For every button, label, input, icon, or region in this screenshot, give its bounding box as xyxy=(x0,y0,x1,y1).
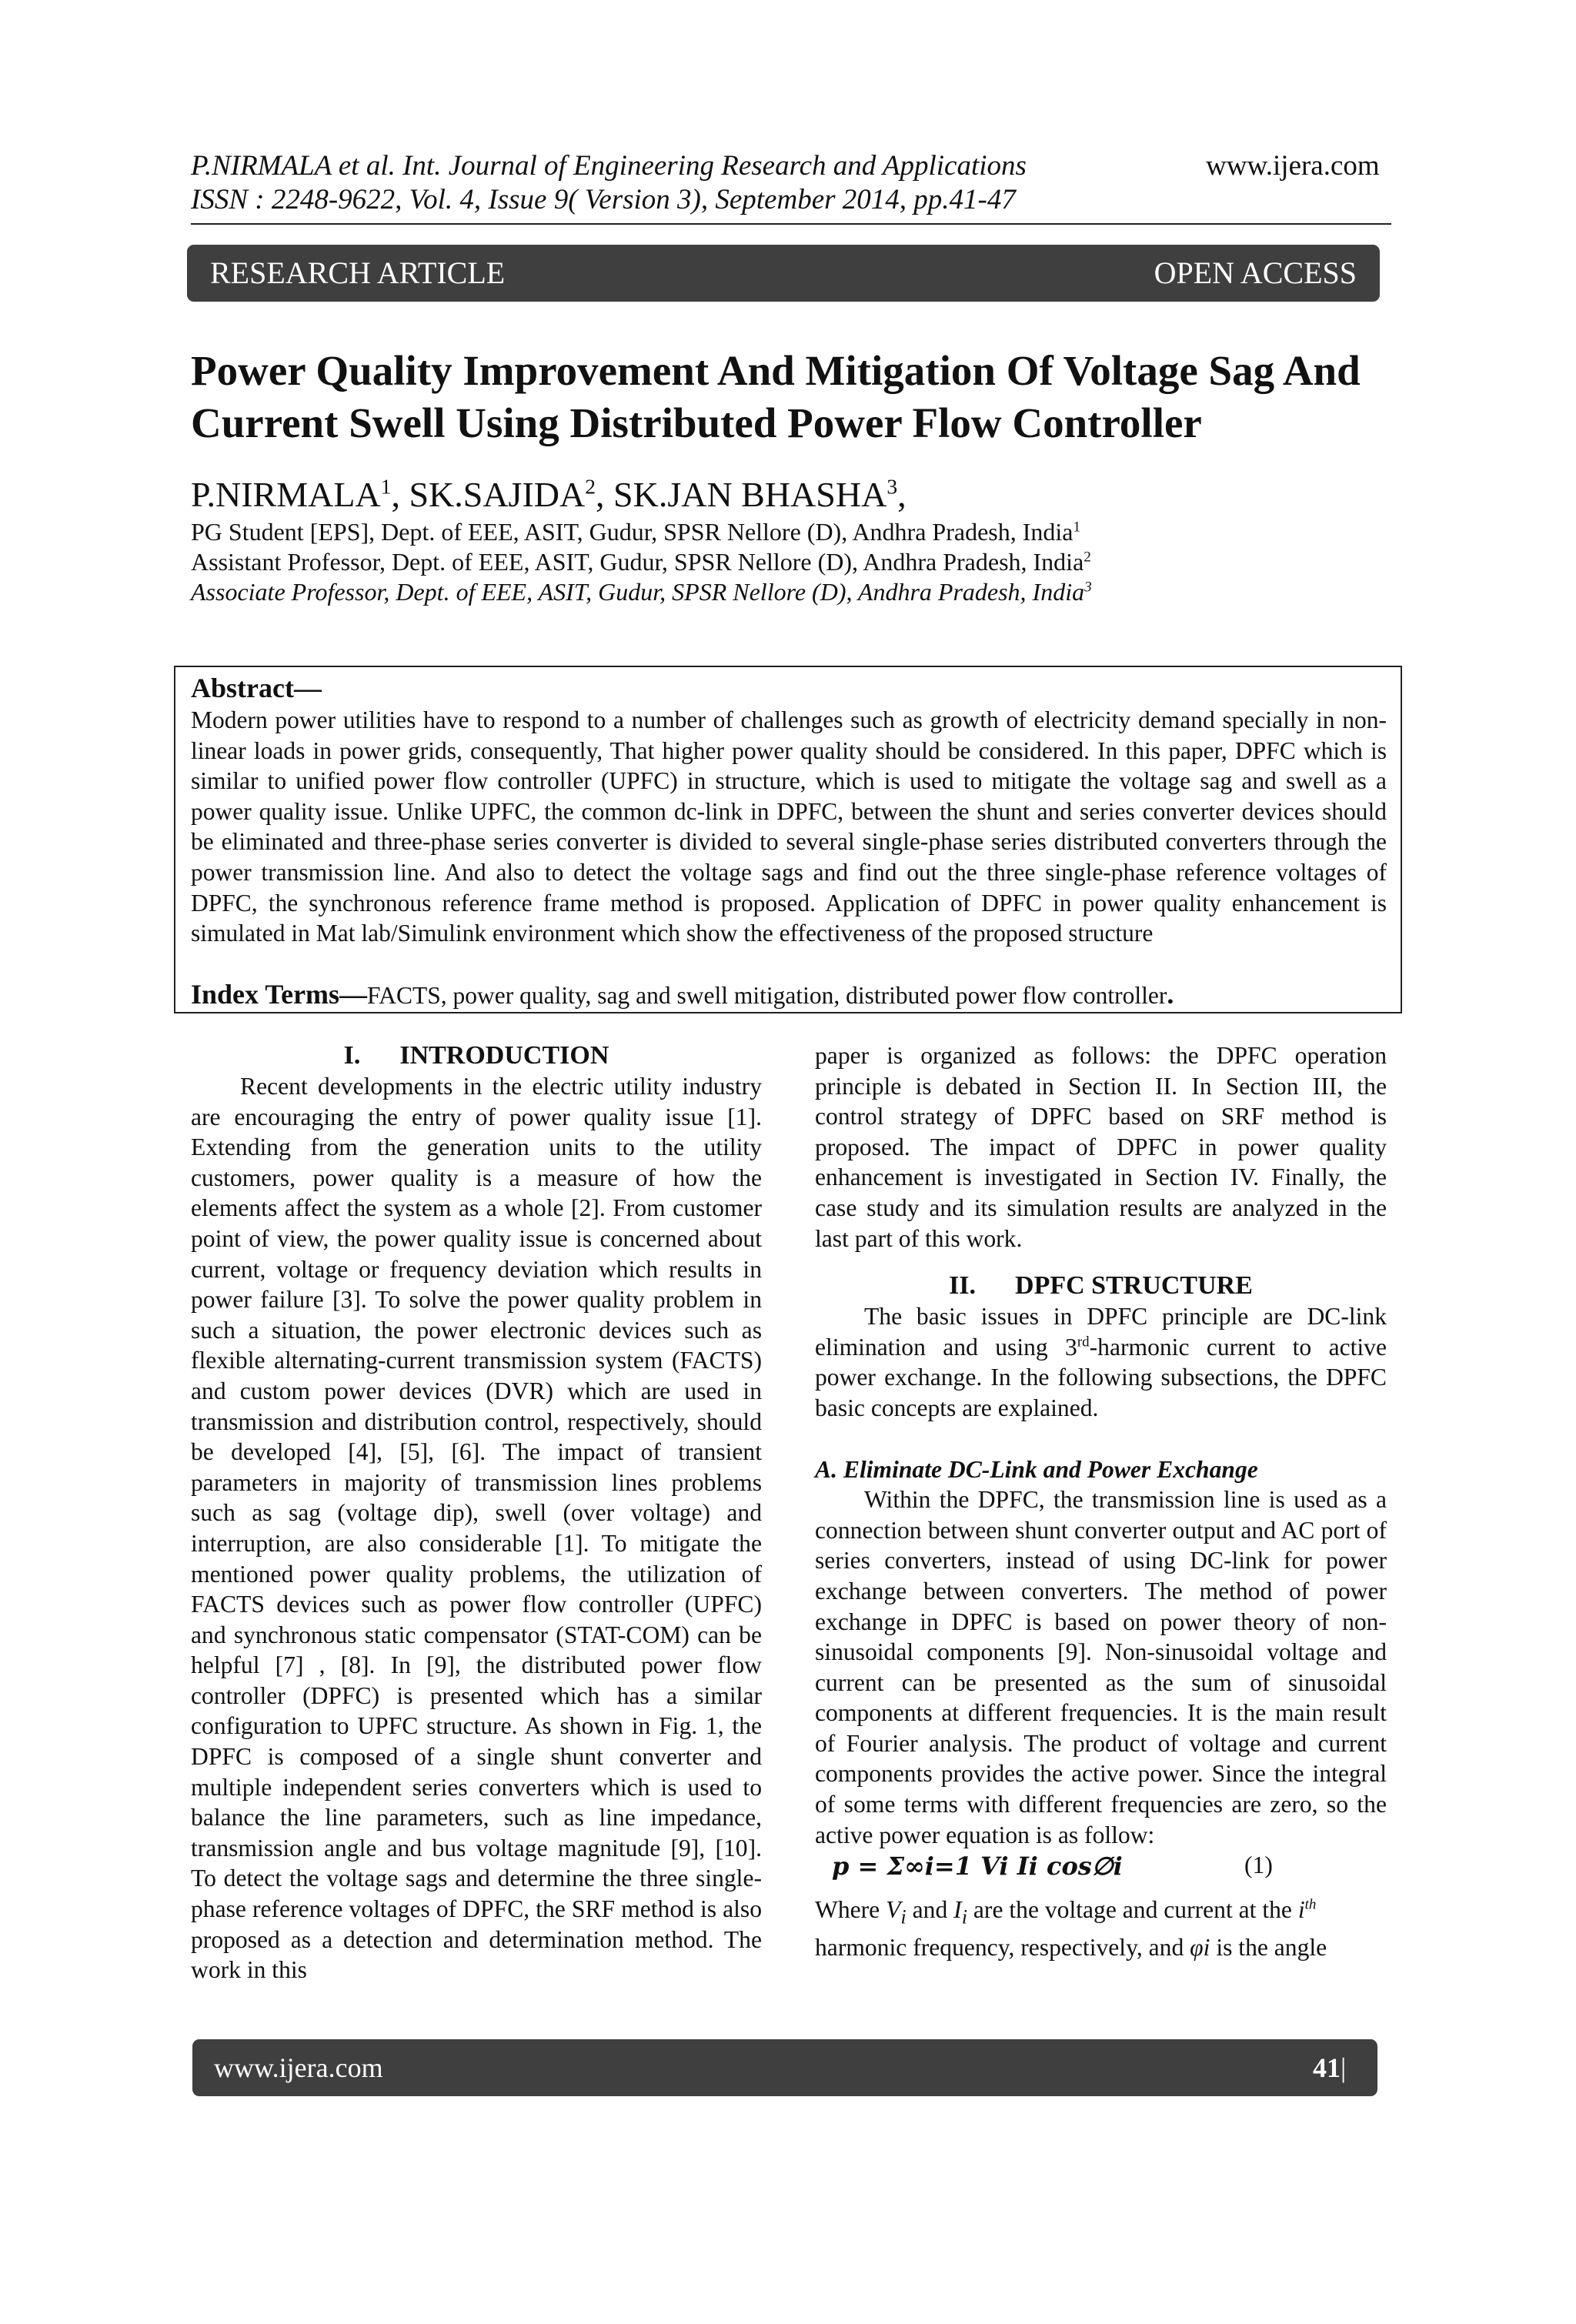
author-list-tail: , xyxy=(897,475,907,514)
running-header-journal: P.NIRMALA et al. Int. Journal of Engineering Research and Applications xyxy=(191,150,1027,182)
harmonic-paragraph xyxy=(815,1895,1387,1963)
right-column xyxy=(815,1040,1387,1963)
index-terms xyxy=(191,977,1174,1013)
paper-title-line1: Power Quality Improvement And Mitigation Of Voltage Sag And xyxy=(191,347,1361,394)
harmonic-text-c: are the voltage and current at the xyxy=(967,1896,1298,1924)
dpfc-basic-text-b: -harmonic current to active power exchange. In the following subsections, the DPFC basic concepts are explained. xyxy=(815,1333,1387,1421)
index-terms-label: Index Terms— xyxy=(191,979,368,1010)
dpfc-basic-paragraph xyxy=(815,1301,1387,1423)
paper-title-line2: Current Swell Using Distributed Power Flow Controller xyxy=(191,399,1202,446)
footer-page-number xyxy=(1313,2039,1355,2311)
author-3-sup: 3 xyxy=(886,474,898,499)
harmonic-text-d: harmonic frequency, respectively, and xyxy=(815,1934,1190,1962)
affiliation-3-sup: 3 xyxy=(1084,579,1092,596)
harmonic-text-a: Where xyxy=(815,1896,886,1924)
paper-title xyxy=(191,345,1422,449)
dpfc-basic-text-a: The basic issues in DPFC principle are DC-link elimination and using 3 xyxy=(815,1303,1387,1361)
power-exchange-paragraph: Within the DPFC, the transmission line is used as a connection between shunt converter output and AC port of series converters, instead of using DC-link for power exchange between converters. The method of power exchange in DPFC is based on power theory of non-sinusoidal components [9]. Non-sinusoidal voltage and current can be presented as the sum of sinusoidal components at different frequencies. It is the main result of Fourier analysis. The product of voltage and current components provides the active power. Since the integral of some terms with different frequencies are zero, so the active power equation is as follow: xyxy=(815,1486,1387,1848)
equation-1 xyxy=(815,1850,1387,1888)
introduction-paragraph: Recent developments in the electric utility industry are encouraging the entry of power quality issue [1]. Extending from the generation units to the utility customers, power quality is a measure of how the elements affect the system as a whole [2]. From customer point of view, the power quality issue is concerned about current, voltage or frequency deviation which results in power failure [3]. To solve the power quality problem in such a situation, the power electronic devices such as flexible alternating-current transmission system (FACTS) and custom power devices (DVR) which are used in transmission and distribution control, respectively, should be developed [4], [5], [6]. The impact of transient parameters in majority of transmission lines problems such as sag (voltage dip), swell (over voltage) and interruption, are also considerable [1]. To mitigate the mentioned power quality problems, the utilization of FACTS devices such as power flow controller (UPFC) and synchronous static compensator (STAT-COM) can be helpful [7] , [8]. In [9], the distributed power flow controller (DPFC) is presented which has a similar configuration to UPFC structure. As shown in Fig. 1, the DPFC is composed of a single shunt converter and multiple independent series converters which is used to balance the line parameters, such as line impedance, transmission angle and bus voltage magnitude [9], [10]. To detect the voltage sags and determine the three single-phase reference voltages of DPFC, the SRF method is also proposed as a detection and determination method. The work in this xyxy=(191,1073,762,1984)
page-number: 41 xyxy=(1313,2052,1341,2083)
article-type-banner xyxy=(187,245,1380,302)
symbol-i-th: i xyxy=(1297,1896,1305,1924)
section-heading-introduction: I. INTRODUCTION xyxy=(343,1041,609,1070)
symbol-v-sub: i xyxy=(900,1905,907,1928)
section-heading-dpfc-structure: II. DPFC STRUCTURE xyxy=(949,1271,1253,1301)
dpfc-basic-sup: rd xyxy=(1077,1334,1090,1351)
running-header-issn: ISSN : 2248-9622, Vol. 4, Issue 9( Version 3), September 2014, pp.41-47 xyxy=(191,184,1016,215)
affiliation-1-text: PG Student [EPS], Dept. of EEE, ASIT, Gudur, SPSR Nellore (D), Andhra Pradesh, India xyxy=(191,518,1073,546)
affiliation-3 xyxy=(191,577,1092,607)
open-access-label: OPEN ACCESS xyxy=(1154,255,1357,290)
author-1-sup: 1 xyxy=(380,474,392,499)
left-column xyxy=(191,1040,762,1985)
author-2: , SK.SAJIDA xyxy=(391,475,586,514)
harmonic-text-b: and xyxy=(906,1896,954,1924)
symbol-phi: φi xyxy=(1190,1934,1210,1962)
affiliation-2-text: Assistant Professor, Dept. of EEE, ASIT, Gudur, SPSR Nellore (D), Andhra Pradesh, India xyxy=(191,548,1084,576)
affiliation-2 xyxy=(191,547,1091,577)
abstract-heading: Abstract— xyxy=(191,673,322,703)
author-2-sup: 2 xyxy=(585,474,596,499)
author-list xyxy=(191,473,907,516)
equation-1-number: (1) xyxy=(1244,1852,1273,1879)
affiliation-1-sup: 1 xyxy=(1073,519,1081,536)
research-article-label: RESEARCH ARTICLE xyxy=(210,255,506,290)
equation-1-formula: p = Σ∞i=1 Vi Ii cos∅i xyxy=(832,1852,1123,1882)
symbol-th-sup: th xyxy=(1304,1896,1317,1913)
harmonic-text-e: is the angle xyxy=(1210,1934,1327,1962)
page-label: | P a g e xyxy=(1341,2052,1355,2311)
affiliation-1 xyxy=(191,517,1080,547)
symbol-i-sub: i xyxy=(961,1905,968,1928)
index-terms-end: . xyxy=(1167,979,1174,1010)
author-1: P.NIRMALA xyxy=(191,475,381,514)
symbol-v: V xyxy=(886,1896,901,1924)
author-3: , SK.JAN BHASHA xyxy=(596,475,887,514)
abstract-text: Modern power utilities have to respond to a number of challenges such as growth of electricity demand specially in non-linear loads in power grids, consequently, That higher power quality should be considered. In this paper, DPFC which is similar to unified power flow controller (UPFC) in structure, which is used to mitigate the voltage sag and swell as a power quality issue. Unlike UPFC, the common dc-link in DPFC, between the shunt and series converter devices should be eliminated and three-phase series converter is divided to several single-phase series distributed converters through the power transmission line. And also to detect the voltage sags and find out the three single-phase reference voltages of DPFC, the synchronous reference frame method is proposed. Application of DPFC in power quality enhancement is simulated in Mat lab/Simulink environment which show the effectiveness of the proposed structure xyxy=(191,706,1387,947)
header-rule xyxy=(191,223,1391,225)
affiliation-2-sup: 2 xyxy=(1084,549,1091,566)
symbol-i: I xyxy=(953,1896,962,1924)
page-footer xyxy=(192,2039,1377,2311)
subsection-heading-a: A. Eliminate DC-Link and Power Exchange xyxy=(815,1455,1258,1483)
paper-organization-paragraph: paper is organized as follows: the DPFC operation principle is debated in Section II. In Section III, the control strategy of DPFC based on SRF method is proposed. The impact of DPFC in power quality enhancement is investigated in Section IV. Finally, the case study and its simulation results are analyzed in the last part of this work. xyxy=(815,1042,1387,1252)
index-terms-text: FACTS, power quality, sag and swell mitigation, distributed power flow controller xyxy=(367,982,1167,1009)
affiliation-3-text: Associate Professor, Dept. of EEE, ASIT, Gudur, SPSR Nellore (D), Andhra Pradesh, India xyxy=(191,578,1085,606)
footer-website: www.ijera.com xyxy=(214,2052,383,2083)
header-website: www.ijera.com xyxy=(1206,150,1380,182)
